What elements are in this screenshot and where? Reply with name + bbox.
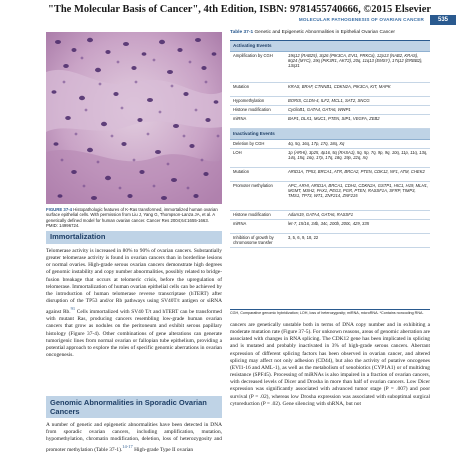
table-footnote: CGH, Comparative genomic hybridization; LOH, loss of heterozygosity; miRNA, microRNA. *Contains noncoding RNA. [230,309,430,316]
table-row: miRNA BAP1, DLX1, MUC1, PTEN, SIP1, VEGFA, ZEB2 [230,115,430,129]
table-row: Deletion by CGH 4q, 5q, 16q, 17p, 17q, 18q, Xq [230,140,430,149]
right-column-paragraph: cancers are genetically unstable both in terms of DNA copy number and in exhibiting a moderate mutation rate (Figure 37-5). For unknown reasons, areas of genomic aberration are associated with changes in RNA splicing. The CDK12 gene has been implicated in splicing and is mutated and probably inactivated in 3% of high-grade serous cancers. Aberrant expression of different splicing factors has been observed in ovarian cancer, and altered splicing may affect not only adhesion (CD44), but also the activity of putative oncogenes (EVI1-16 and AML-1), as well as the metabolism of xenobiotics (CYP1A1) or of multidrug resistance (SPF45). Processing of miRNAs is also impaired in a fraction of ovarian cancers, with decreased levels of Dicer and Drosha in more than half of ovarian cancers. Low Dicer expression was significantly associated with advanced tumor stage (P = .007) and poor survival (P = .02), whereas low Drosha expression was associated with suboptimal surgical cytoreduction (P = .02). Gene silencing with shRNA, but not [230,322,430,407]
running-head: MOLECULAR PATHOGENESIS OF OVARIAN CANCER [298,17,424,22]
table-row: LOH 1p (ARHI), 3p25, 4p16, 5q (RASA1), 5q, 5p, 7q, 9p, 9q, 10q, 11p, 11q, 13q, 14q, 15q, 16q, 17p, 17q, 18q, 19p, 22q, Xq [230,149,430,168]
figure-label: FIGURE 37-4 [46,207,73,212]
figure-caption [46,207,222,228]
table-title-text: Genetic and Epigenetic Abnormalities in Epithelial Ovarian Cancer [254,30,395,35]
table-section-activating: Activating Events [230,41,430,52]
table-row: Mutation ARID1A, TP53, BRCA1, ATR, BRCA2, PTEN, CDK12, NF1, ATM, CHEK2 [230,168,430,182]
table-section-inactivating: Inactivating Events [230,129,430,140]
reference-mark[interactable]: 91 [70,306,76,312]
immortalization-paragraph: Telomerase activity is increased in 80% to 90% of ovarian cancers. Substantially greater telomerase activity is found in ovarian cancers than in borderline lesions or normal ovaries. High-grade serous ovarian cancers demonstrate high degrees of genomic instability and copy number abnormalities, possibly related to bridge-fusion breakage that occurs at telomeric crisis, before the upregulation of telomerase. Immortalization of human ovarian epithelial cells can be achieved by the introduction of human telomerase reverse transcriptase (hTERT) after disruption of the TP53 and/or Rb pathways using SV40T/t antigen or siRNA against Rb.$^{91}$ Cells immortalized with SV40 T/t and hTERT can be transformed with mutant Ras, producing cancers resembling low-grade human ovarian cancers that grow as nodules on the peritoneum and exhibit serous papillary histology (Figure 37-4). Other combinations of gene alterations can generate tumorigenic lines from normal ovarian or fallopian tube epithelium, providing a potential approach to explore the roles of specific genomic aberrations in ovarian oncogenesis. [46,248,222,358]
table-row: Inhibition of growth by chromosome transfer 3, 5, 6, 9, 18, 22 [230,234,430,248]
page-number: 535 [430,15,456,25]
table-row: Histone modification Adam19, GATA4, GATA6, RASSF1 [230,211,430,220]
figure-caption-text: Histopathologic features of K-Ras transformed, immortalized human ovarian surface epithelial cells. With permission from Liu J, Yang G, Thompson-Lanza JA, et al. A genetically defined model for human ovarian cancer. Cancer Res 2004;64:1655-1663. PMID: 14996724. [46,207,218,228]
histology-picture [46,32,222,204]
table-row: miRNA let-7, 15/16, 34b, 34c, 200b, 200c, 429, 335 [230,220,430,234]
genomic-abnormalities-paragraph: A number of genetic and epigenetic abnormalities have been detected in DNA from sporadic ovarian cancers, including amplification, mutation, hypomethylation, chromatin modification, deletion, loss of heterozygosity and promoter methylation (Table 37-1).$^{14-17}$ High-grade Type II ovarian [46,422,222,454]
table-row: Promoter methylation APC, ARHI, ARID1A, BRCA1, CDH1, CDKN2A, GSTP1, HIC1, H19, MLH1, MGMT, MSH2, PAX1, PEG3, PGR, PTEN, RASSF1A, SFRP, TIMP3, TMS1, TP73, WT1, ZNF214, ZNF215 [230,182,430,211]
table-label: Table 37-1 [230,30,254,35]
abnormalities-table [230,40,430,248]
table-row: Amplification by CGH 19q12 (RAB25), 3q26 (PIK3CA, EVI1, PRKCιι), 12p13 (NAB2, KRAS), 8q24 (MYC), 19q (PIK3R1, AKT2), 20q, 11q13 (EMSY), 17q12 (ERBB2), 13q31 [230,52,430,83]
table-row: Mutation KRAS, BRAF, CTNNB1, CDKN2A, PIK3CA, KIT, MAPK [230,83,430,97]
reference-mark[interactable]: 14-17 [122,444,133,450]
table-row: Histone modification CyclinB1, GATA4, GATA6, WWP1 [230,106,430,115]
section-heading-genomic-abnormalities: Genomic Abnormalities in Sporadic Ovarian Cancers [46,396,222,418]
book-title: "The Molecular Basis of Cancer", 4th Edition, ISBN: 9781455740666, ©2015 Elsevier [48,4,432,15]
table-title [230,30,430,35]
section-heading-immortalization: Immortalization [46,231,222,244]
micrograph-image [46,32,222,204]
table-row: Hypomethylation BORIS, CLDN-4, ILF2, MCL1, SAT2, SNCG [230,97,430,106]
